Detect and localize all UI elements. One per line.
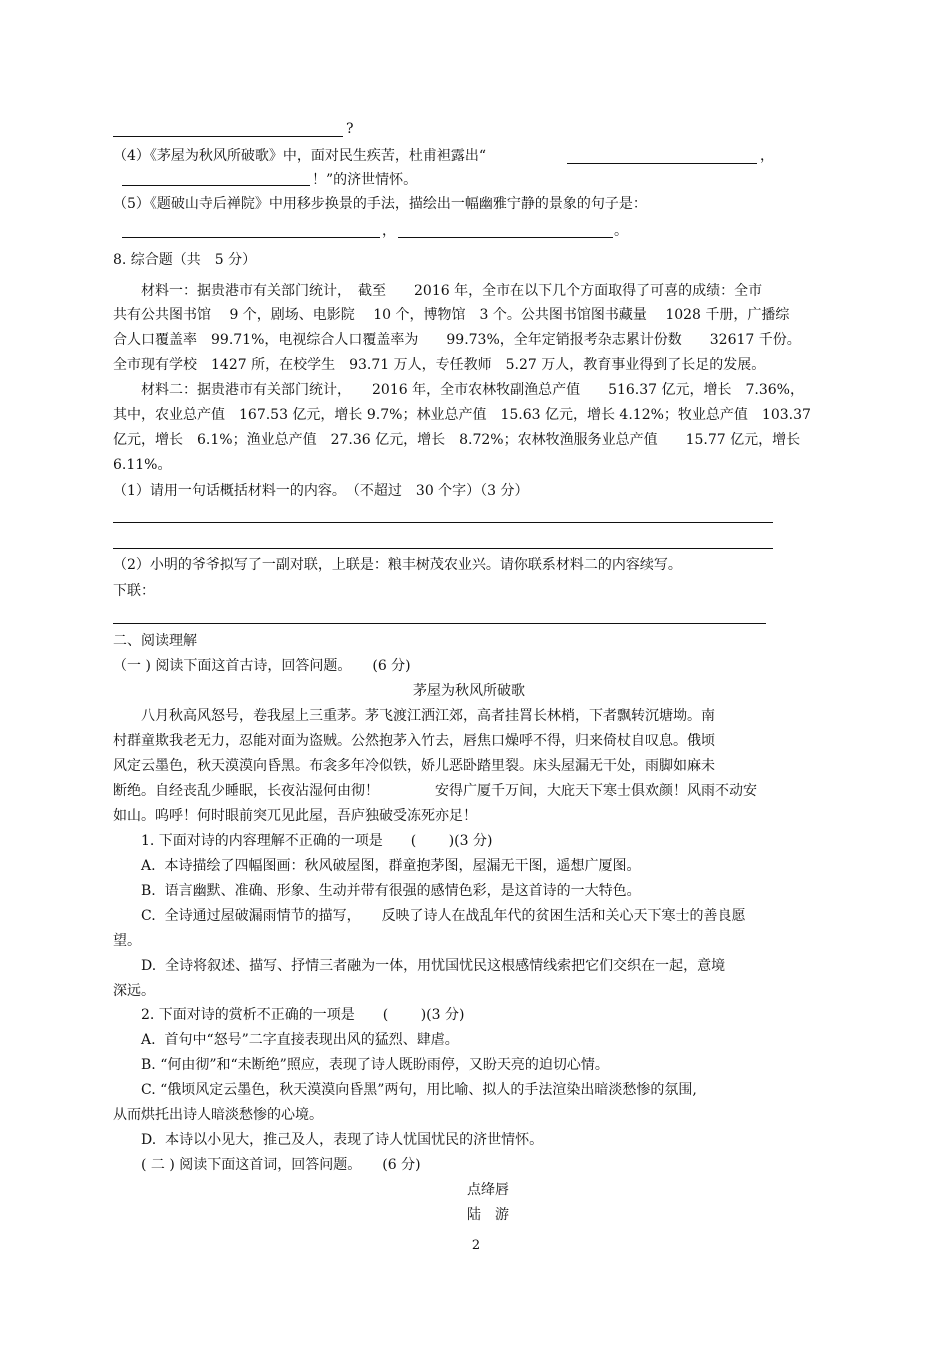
material-2-line: 材料二：据贵港市有关部门统计， 2016 年，全市农林牧副渔总产值 516.37 亿元，增长 7.36%， [141, 382, 804, 398]
poem-title: 茅屋为秋风所破歌 [413, 683, 525, 699]
poem-line: 风定云墨色，秋天漠漠向昏黑。布衾多年冷似铁，娇儿恶卧踏里裂。床头屋漏无干处，雨脚如麻未 [113, 758, 715, 774]
option-d-cont: 深远。 [113, 983, 155, 999]
option-b: B. “何由彻”和“未断绝”照应，表现了诗人既盼雨停，又盼天亮的迫切心情。 [141, 1057, 609, 1073]
answer-blank[interactable] [113, 136, 343, 137]
period: 。 [614, 223, 628, 239]
comma: ， [760, 148, 774, 164]
material-1-line: 材料一：据贵港市有关部门统计， 截至 2016 年，全市在以下几个方面取得了可喜的成绩：全市 [141, 283, 763, 299]
question-2: 2. 下面对诗的赏析不正确的一项是 ( )(3 分) [141, 1007, 465, 1023]
material-2-line: 6.11%。 [113, 457, 172, 473]
answer-blank[interactable] [567, 163, 757, 164]
option-a: A. 首句中“怒号”二字直接表现出风的猛烈、肆虐。 [141, 1032, 459, 1048]
option-c: C. 全诗通过屋破漏雨情节的描写， 反映了诗人在战乱年代的贫困生活和关心天下寒士的善良愿 [141, 908, 746, 924]
poem-line: 断绝。自经丧乱少睡眠，长夜沾湿何由彻！ 安得广厦千万间，大庇天下寒士俱欢颜！风雨不动安 [113, 783, 757, 799]
answer-line[interactable] [113, 623, 766, 624]
option-c-cont: 从而烘托出诗人暗淡愁惨的心境。 [113, 1107, 323, 1123]
ci-author: 陆 游 [467, 1207, 509, 1223]
poem-line: 八月秋高风怒号，卷我屋上三重茅。茅飞渡江洒江郊，高者挂罥长林梢，下者飘转沉塘坳。南 [141, 708, 715, 724]
option-c-cont: 望。 [113, 933, 141, 949]
part-1-instruction: （一 ) 阅读下面这首古诗，回答问题。 (6 分) [113, 658, 411, 674]
material-2-line: 其中，农业总产值 167.53 亿元，增长 9.7%；林业总产值 15.63 亿元，增长 4.12%；牧业总产值 103.37 [113, 407, 811, 423]
question-1: 1. 下面对诗的内容理解不正确的一项是 ( )(3 分) [141, 833, 493, 849]
xialian-label: 下联： [113, 583, 155, 599]
page-number: 2 [471, 1238, 481, 1253]
answer-blank[interactable] [122, 237, 380, 238]
material-1-line: 全市现有学校 1427 所，在校学生 93.71 万人，专任教师 5.27 万人，教育事业得到了长足的发展。 [113, 357, 766, 373]
question-mark: ? [346, 121, 354, 137]
option-a: A. 本诗描绘了四幅图画：秋风破屋图，群童抱茅图，屋漏无干图，遥想广厦图。 [141, 858, 641, 874]
answer-line[interactable] [113, 548, 773, 549]
poem-line: 如山。呜呼！何时眼前突兀见此屋，吾庐独破受冻死亦足！ [113, 808, 477, 824]
poem-line: 村群童欺我老无力，忍能对面为盗贼。公然抱茅入竹去，唇焦口燥呼不得，归来倚杖自叹息。俄顷 [113, 733, 715, 749]
material-1-line: 合人口覆盖率 99.71%，电视综合人口覆盖率为 99.73%，全年定销报考杂志累计份数 32617 千份。 [113, 332, 801, 348]
question-8-1: （1）请用一句话概括材料一的内容。 （不超过 30 个字）（3 分） [113, 483, 529, 499]
section-title: 二、阅读理解 [113, 633, 197, 649]
question-8-title: 8. 综合题（共 5 分） [113, 252, 257, 268]
material-1-line: 共有公共图书馆 9 个，剧场、电影院 10 个，博物馆 3 个。公共图书馆图书藏量 1028 千册，广播综 [113, 307, 790, 323]
answer-line[interactable] [113, 522, 773, 523]
question-4-end: ！”的济世情怀。 [312, 172, 418, 188]
comma: ， [382, 223, 396, 239]
ci-title: 点绛唇 [467, 1182, 509, 1198]
option-d: D. 本诗以小见大，推己及人，表现了诗人忧国忧民的济世情怀。 [141, 1132, 544, 1148]
answer-blank[interactable] [398, 237, 613, 238]
answer-blank[interactable] [122, 185, 310, 186]
part-2-instruction: ( 二 ) 阅读下面这首词，回答问题。 (6 分) [141, 1157, 421, 1173]
option-d: D. 全诗将叙述、描写、抒情三者融为一体，用忧国忧民这根感情线索把它们交织在一起，意境 [141, 958, 726, 974]
question-4-text: （4）《茅屋为秋风所破歌》中，面对民生疾苦，杜甫袒露出“ [113, 148, 487, 164]
material-2-line: 亿元，增长 6.1%；渔业总产值 27.36 亿元，增长 8.72%；农林牧渔服务业总产值 15.77 亿元，增长 [113, 432, 801, 448]
question-5-text: （5）《题破山寺后禅院》中用移步换景的手法，描绘出一幅幽雅宁静的景象的句子是： [113, 196, 647, 212]
question-8-2: （2）小明的爷爷拟写了一副对联，上联是：粮丰树茂农业兴。请你联系材料二的内容续写。 [113, 557, 682, 573]
option-c: C. “俄顷风定云墨色，秋天漠漠向昏黑”两句，用比喻、拟人的手法渲染出暗淡愁惨的氛围, [141, 1082, 697, 1098]
option-b: B. 语言幽默、准确、形象、生动并带有很强的感情色彩，是这首诗的一大特色。 [141, 883, 641, 899]
